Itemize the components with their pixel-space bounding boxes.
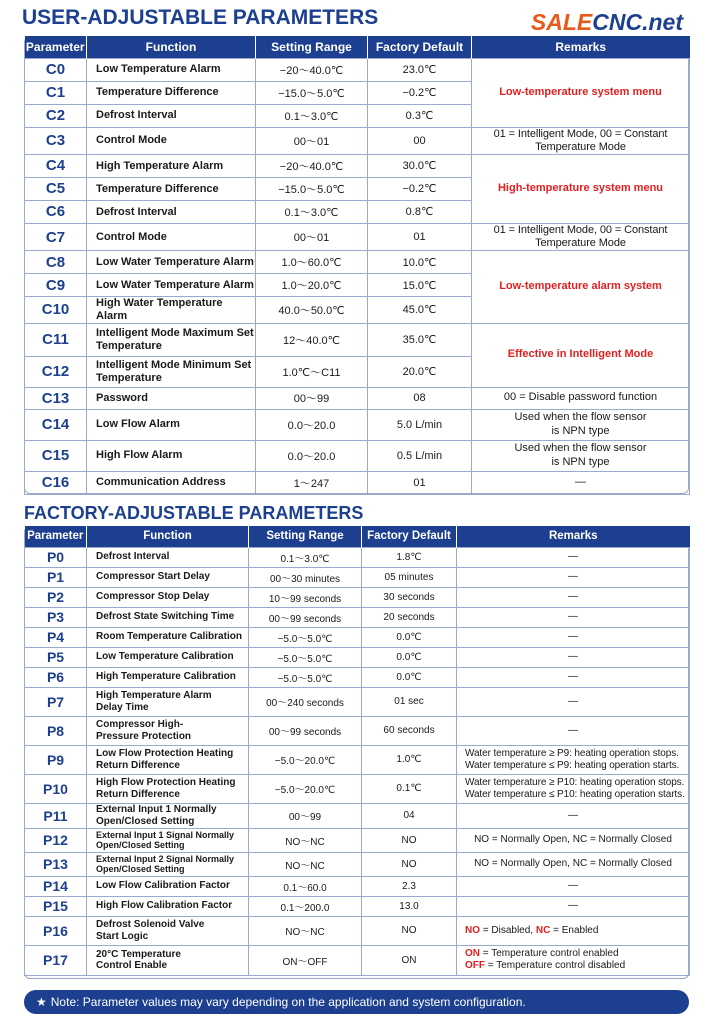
param-range: 00～240 seconds [249,687,362,716]
table-row [25,154,690,177]
param-range: NO～NC [249,828,362,852]
param-code: C9 [25,274,87,297]
param-default: 0.8℃ [368,200,472,223]
param-default: 0.0℃ [362,667,457,687]
param-range: NO～NC [249,852,362,876]
param-range: 1.0～20.0℃ [256,274,368,297]
param-range: −5.0～5.0℃ [249,627,362,647]
param-function: High Flow Protection Heating Return Difference [87,774,249,803]
table-row [25,440,690,471]
table-row [25,607,690,627]
param-code: P9 [25,745,87,774]
table-row [25,945,690,975]
param-code: P15 [25,896,87,916]
param-code: P1 [25,567,87,587]
param-range: NO～NC [249,916,362,945]
param-range: 00～99 seconds [249,607,362,627]
param-code: C11 [25,323,87,356]
param-function: High Temperature Alarm [87,154,256,177]
param-default: 00 [368,127,472,154]
param-code: P3 [25,607,87,627]
param-remark: Low-temperature alarm system [472,251,690,323]
param-default: 01 [368,223,472,250]
param-function: External Input 2 Signal Normally Open/Closed Setting [87,852,249,876]
param-function: Defrost Interval [87,547,249,567]
param-function: Control Mode [87,127,256,154]
param-default: NO [362,916,457,945]
table-row [25,223,690,250]
param-code: P4 [25,627,87,647]
param-function: High Temperature Alarm Delay Time [87,687,249,716]
param-range: −5.0～20.0℃ [249,774,362,803]
note-banner [24,990,689,1014]
param-range: −5.0～20.0℃ [249,745,362,774]
param-code: C12 [25,356,87,387]
param-function: Low Water Temperature Alarm [87,251,256,274]
table-row [25,876,690,896]
param-remark: Low-temperature system menu [472,58,690,127]
param-range: 0.1～60.0 [249,876,362,896]
param-range: −5.0～5.0℃ [249,647,362,667]
param-function: Defrost Solenoid Valve Start Logic [87,916,249,945]
header-function: Function [87,36,256,58]
param-code: C7 [25,223,87,250]
param-range: 00～99 [249,803,362,828]
param-default: 0.1℃ [362,774,457,803]
param-remark: NO = Disabled, NC = Enabled [457,916,690,945]
param-range: 00～01 [256,127,368,154]
table-row [25,852,690,876]
param-code: P10 [25,774,87,803]
param-default: 08 [368,387,472,409]
param-default: NO [362,828,457,852]
table-row [25,409,690,440]
param-remark: Used when the flow sensor is NPN type [472,440,690,471]
param-range: −20～40.0℃ [256,154,368,177]
param-range: 0.1～3.0℃ [256,200,368,223]
param-remark: — [457,547,690,567]
param-remark: Effective in Intelligent Mode [472,323,690,387]
table-row [25,716,690,745]
param-remark: Water temperature ≥ P10: heating operation stops. Water temperature ≤ P10: heating operation starts. [457,774,690,803]
param-range: 1.0～60.0℃ [256,251,368,274]
param-code: P5 [25,647,87,667]
param-function: Intelligent Mode Maximum Set Temperature [87,323,256,356]
param-code: C3 [25,127,87,154]
param-function: Password [87,387,256,409]
param-code: P8 [25,716,87,745]
param-remark: — [457,607,690,627]
param-code: C6 [25,200,87,223]
param-default: 45.0℃ [368,297,472,323]
param-code: P14 [25,876,87,896]
param-default: 5.0 L/min [368,409,472,440]
param-remark: 01 = Intelligent Mode, 00 = Constant Temperature Mode [472,223,690,250]
table-row [25,627,690,647]
param-default: 0.3℃ [368,104,472,127]
param-default: 13.0 [362,896,457,916]
table-row [25,58,690,81]
header-factory-default: Factory Default [362,526,457,547]
brand-logo: SALECNC.net [530,9,683,35]
param-code: C15 [25,440,87,471]
param-range: −5.0～5.0℃ [249,667,362,687]
param-code: C2 [25,104,87,127]
param-code: P0 [25,547,87,567]
param-range: −20～40.0℃ [256,58,368,81]
param-function: Low Temperature Calibration [87,647,249,667]
param-function: Defrost State Switching Time [87,607,249,627]
table-row [25,547,690,567]
star-icon: ★ [36,995,47,1009]
param-range: ON～OFF [249,945,362,975]
param-range: 1～247 [256,471,368,494]
param-range: 00～30 minutes [249,567,362,587]
param-remark: 01 = Intelligent Mode, 00 = Constant Temperature Mode [472,127,690,154]
param-code: P2 [25,587,87,607]
param-default: NO [362,852,457,876]
param-code: C1 [25,81,87,104]
param-code: C10 [25,297,87,323]
param-default: 1.8℃ [362,547,457,567]
param-default: 01 sec [362,687,457,716]
param-code: P7 [25,687,87,716]
param-code: C5 [25,177,87,200]
table-row [25,803,690,828]
param-range: −15.0～5.0℃ [256,177,368,200]
param-remark: — [472,471,690,494]
param-range: 0.1～3.0℃ [256,104,368,127]
param-remark: — [457,627,690,647]
param-default: 20 seconds [362,607,457,627]
param-code: C0 [25,58,87,81]
param-code: P13 [25,852,87,876]
param-default: 01 [368,471,472,494]
header-setting-range: Setting Range [256,36,368,58]
param-function: Low Flow Calibration Factor [87,876,249,896]
factory-section-title: FACTORY-ADJUSTABLE PARAMETERS [24,503,364,523]
param-default: −0.2℃ [368,177,472,200]
param-range: 0.1～200.0 [249,896,362,916]
table-row [25,587,690,607]
param-remark: — [457,667,690,687]
table-row [25,667,690,687]
param-remark: — [457,876,690,896]
user-section-title: USER-ADJUSTABLE PARAMETERS [22,6,379,29]
param-code: P6 [25,667,87,687]
param-function: Low Flow Alarm [87,409,256,440]
param-remark: — [457,716,690,745]
table-row [25,323,690,356]
param-function: Compressor Stop Delay [87,587,249,607]
table-row [25,471,690,494]
header-factory-default: Factory Default [368,36,472,58]
param-code: C14 [25,409,87,440]
param-default: ON [362,945,457,975]
param-remark: Water temperature ≥ P9: heating operation stops. Water temperature ≤ P9: heating operation starts. [457,745,690,774]
param-range: 10～99 seconds [249,587,362,607]
param-default: 0.0℃ [362,647,457,667]
table-row [25,828,690,852]
param-default: 0.0℃ [362,627,457,647]
param-range: 00～01 [256,223,368,250]
param-function: Compressor High-Pressure Protection [87,716,249,745]
param-function: External Input 1 Signal Normally Open/Closed Setting [87,828,249,852]
param-range: 0.0～20.0 [256,440,368,471]
param-default: 10.0℃ [368,251,472,274]
param-function: Low Flow Protection Heating Return Difference [87,745,249,774]
param-remark: High-temperature system menu [472,154,690,223]
param-default: 0.5 L/min [368,440,472,471]
param-function: Low Temperature Alarm [87,58,256,81]
param-default: 30.0℃ [368,154,472,177]
table-row [25,647,690,667]
param-remark: — [457,687,690,716]
param-function: 20°C Temperature Control Enable [87,945,249,975]
header-remarks: Remarks [472,36,690,58]
param-range: 1.0℃～C11 [256,356,368,387]
param-function: High Water Temperature Alarm [87,297,256,323]
factory-parameters-table [24,526,690,976]
table-header-row [25,526,690,547]
header-function: Function [87,526,249,547]
param-range: 40.0～50.0℃ [256,297,368,323]
table-row [25,127,690,154]
param-function: High Flow Alarm [87,440,256,471]
param-code: P11 [25,803,87,828]
param-remark: Used when the flow sensor is NPN type [472,409,690,440]
param-default: 04 [362,803,457,828]
param-default: −0.2℃ [368,81,472,104]
param-remark: — [457,567,690,587]
param-range: 00～99 seconds [249,716,362,745]
param-range: 12～40.0℃ [256,323,368,356]
param-remark: — [457,587,690,607]
param-default: 1.0℃ [362,745,457,774]
param-function: High Temperature Calibration [87,667,249,687]
table-row [25,916,690,945]
note-text: Note: Parameter values may vary depending on the application and system configuration. [50,995,526,1009]
param-function: High Flow Calibration Factor [87,896,249,916]
param-range: 0.0～20.0 [256,409,368,440]
param-remark: ON = Temperature control enabled OFF = Temperature control disabled [457,945,690,975]
param-function: Defrost Interval [87,104,256,127]
header-setting-range: Setting Range [249,526,362,547]
param-default: 15.0℃ [368,274,472,297]
param-remark: 00 = Disable password function [472,387,690,409]
param-code: P12 [25,828,87,852]
param-remark: — [457,647,690,667]
param-function: Low Water Temperature Alarm [87,274,256,297]
param-code: C16 [25,471,87,494]
param-function: Control Mode [87,223,256,250]
param-default: 20.0℃ [368,356,472,387]
param-code: P16 [25,916,87,945]
param-default: 2.3 [362,876,457,896]
param-code: C8 [25,251,87,274]
param-remark: NO = Normally Open, NC = Normally Closed [457,828,690,852]
param-code: P17 [25,945,87,975]
table-header-row [25,36,690,58]
param-remark: — [457,896,690,916]
param-function: Communication Address [87,471,256,494]
param-remark: — [457,803,690,828]
param-default: 23.0℃ [368,58,472,81]
param-code: C4 [25,154,87,177]
param-function: Compressor Start Delay [87,567,249,587]
table-row [25,745,690,774]
param-function: Temperature Difference [87,177,256,200]
param-function: Room Temperature Calibration [87,627,249,647]
param-function: Defrost Interval [87,200,256,223]
user-parameters-table [24,36,690,495]
header-parameter: Parameter [25,36,87,58]
header-remarks: Remarks [457,526,690,547]
table-row [25,567,690,587]
param-code: C13 [25,387,87,409]
param-default: 60 seconds [362,716,457,745]
table-row [25,774,690,803]
table-row [25,687,690,716]
param-range: 00～99 [256,387,368,409]
param-range: −15.0～5.0℃ [256,81,368,104]
table-row [25,387,690,409]
param-default: 05 minutes [362,567,457,587]
param-function: External Input 1 Normally Open/Closed Setting [87,803,249,828]
param-default: 30 seconds [362,587,457,607]
param-remark: NO = Normally Open, NC = Normally Closed [457,852,690,876]
table-row [25,896,690,916]
table-row [25,251,690,274]
param-function: Intelligent Mode Minimum Set Temperature [87,356,256,387]
param-range: 0.1～3.0℃ [249,547,362,567]
param-function: Temperature Difference [87,81,256,104]
header-parameter: Parameter [25,526,87,547]
param-default: 35.0℃ [368,323,472,356]
